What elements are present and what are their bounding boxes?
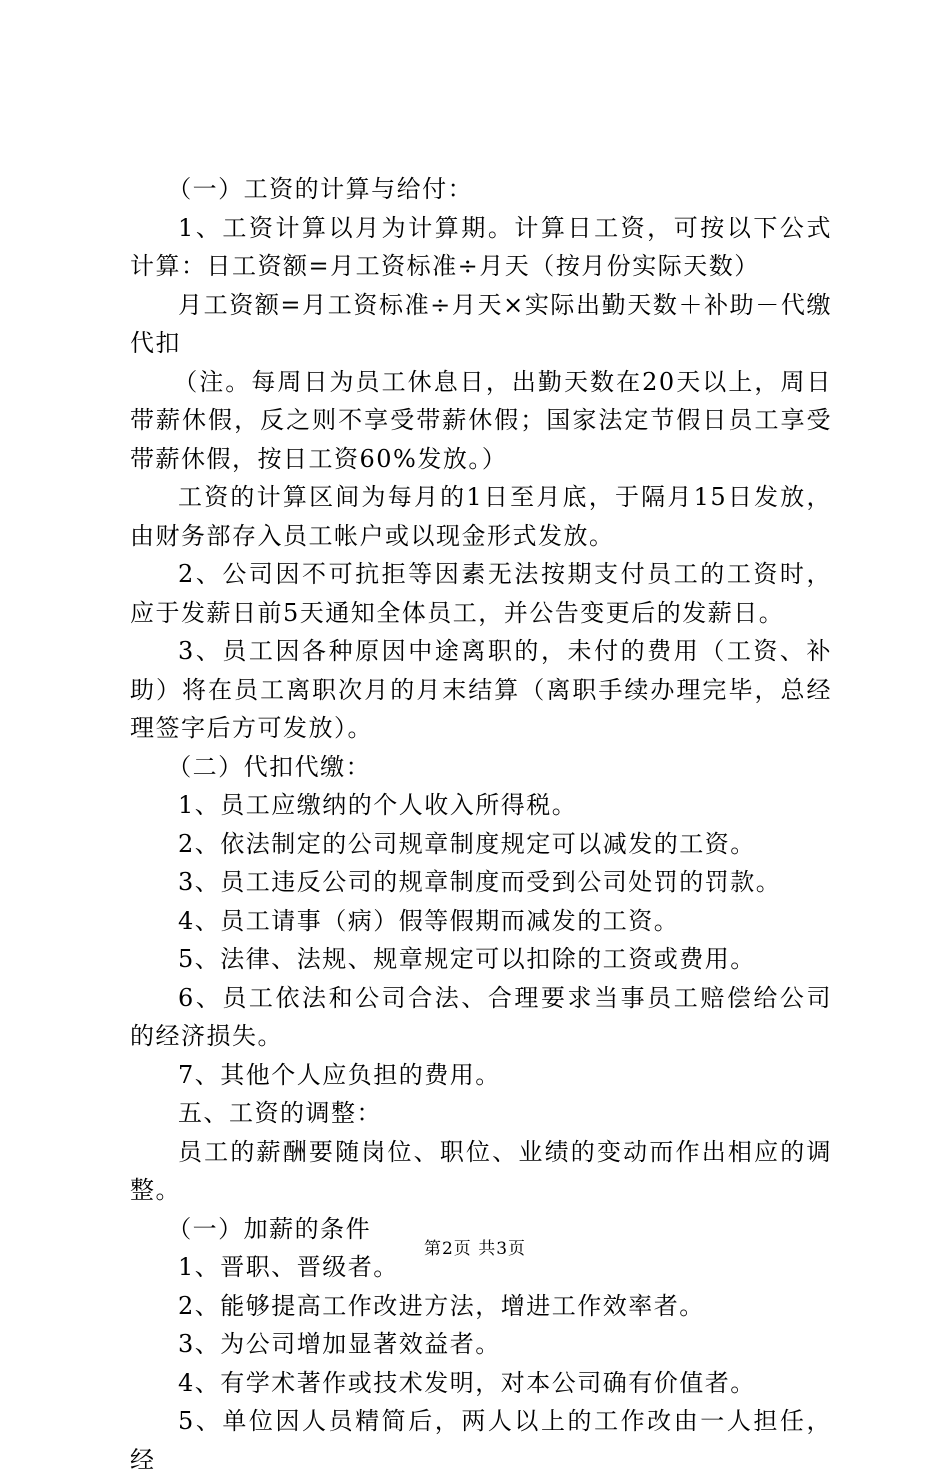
section-heading-calc-payment: （一）工资的计算与给付：: [167, 175, 474, 203]
list-item-raise-4: 4、有学术著作或技术发明，对本公司确有价值者。: [178, 1368, 756, 1397]
list-item-withholding-4: 4、员工请事（病）假等假期而减发的工资。: [178, 906, 680, 935]
page-footer: 第2页 共3页: [423, 1239, 527, 1259]
paragraph-note-leave: （注。每周日为员工休息日，出勤天数在20天以上，周日带薪休假，反之则不享受带薪休假；国家法定节假日员工享受带薪休假，按日工资60%发放。）: [130, 367, 832, 473]
list-item-raise-5: 5、单位因人员精简后，两人以上的工作改由一人担任，经: [130, 1407, 832, 1474]
paragraph-pay-interval: 工资的计算区间为每月的1日至月底，于隔月15日发放，由财务部存入员工帐户或以现金形式发放。: [130, 483, 832, 550]
paragraph-adjustment-intro: 员工的薪酬要随岗位、职位、业绩的变动而作出相应的调整。: [130, 1137, 832, 1204]
list-item-raise-2: 2、能够提高工作改进方法，增进工作效率者。: [178, 1291, 705, 1320]
section-heading-raise-conditions: （一）加薪的条件: [167, 1214, 372, 1243]
list-item-withholding-2: 2、依法制定的公司规章制度规定可以减发的工资。: [178, 829, 756, 858]
section-heading-withholding: （二）代扣代缴：: [167, 752, 372, 781]
paragraph-delay-notice: 2、公司因不可抗拒等因素无法按期支付员工的工资时，应于发薪日前5天通知全体员工，并公告变更后的发薪日。: [130, 560, 832, 627]
list-item-raise-3: 3、为公司增加显著效益者。: [178, 1330, 501, 1358]
section-heading-salary-adjustment: 五、工资的调整：: [178, 1099, 382, 1127]
list-item-withholding-1: 1、员工应缴纳的个人收入所得税。: [178, 791, 578, 819]
paragraph-calc-period: 1、工资计算以月为计算期。计算日工资，可按以下公式计算：日工资额=月工资标准÷月天（按月份实际天数）: [130, 213, 832, 280]
document-body: [130, 170, 832, 1479]
list-item-withholding-5: 5、法律、法规、规章规定可以扣除的工资或费用。: [178, 945, 756, 973]
paragraph-monthly-formula: 月工资额=月工资标准÷月天×实际出勤天数＋补助－代缴代扣: [130, 290, 832, 357]
list-item-withholding-3: 3、员工违反公司的规章制度而受到公司处罚的罚款。: [178, 868, 782, 896]
list-item-withholding-7: 7、其他个人应负担的费用。: [178, 1060, 501, 1089]
list-item-raise-1: 1、晋职、晋级者。: [178, 1253, 399, 1281]
list-item-withholding-6: 6、员工依法和公司合法、合理要求当事员工赔偿给公司的经济损失。: [130, 983, 832, 1050]
paragraph-resignation-settlement: 3、员工因各种原因中途离职的，未付的费用（工资、补助）将在员工离职次月的月末结算（离职手续办理完毕，总经理签字后方可发放）。: [130, 637, 832, 742]
